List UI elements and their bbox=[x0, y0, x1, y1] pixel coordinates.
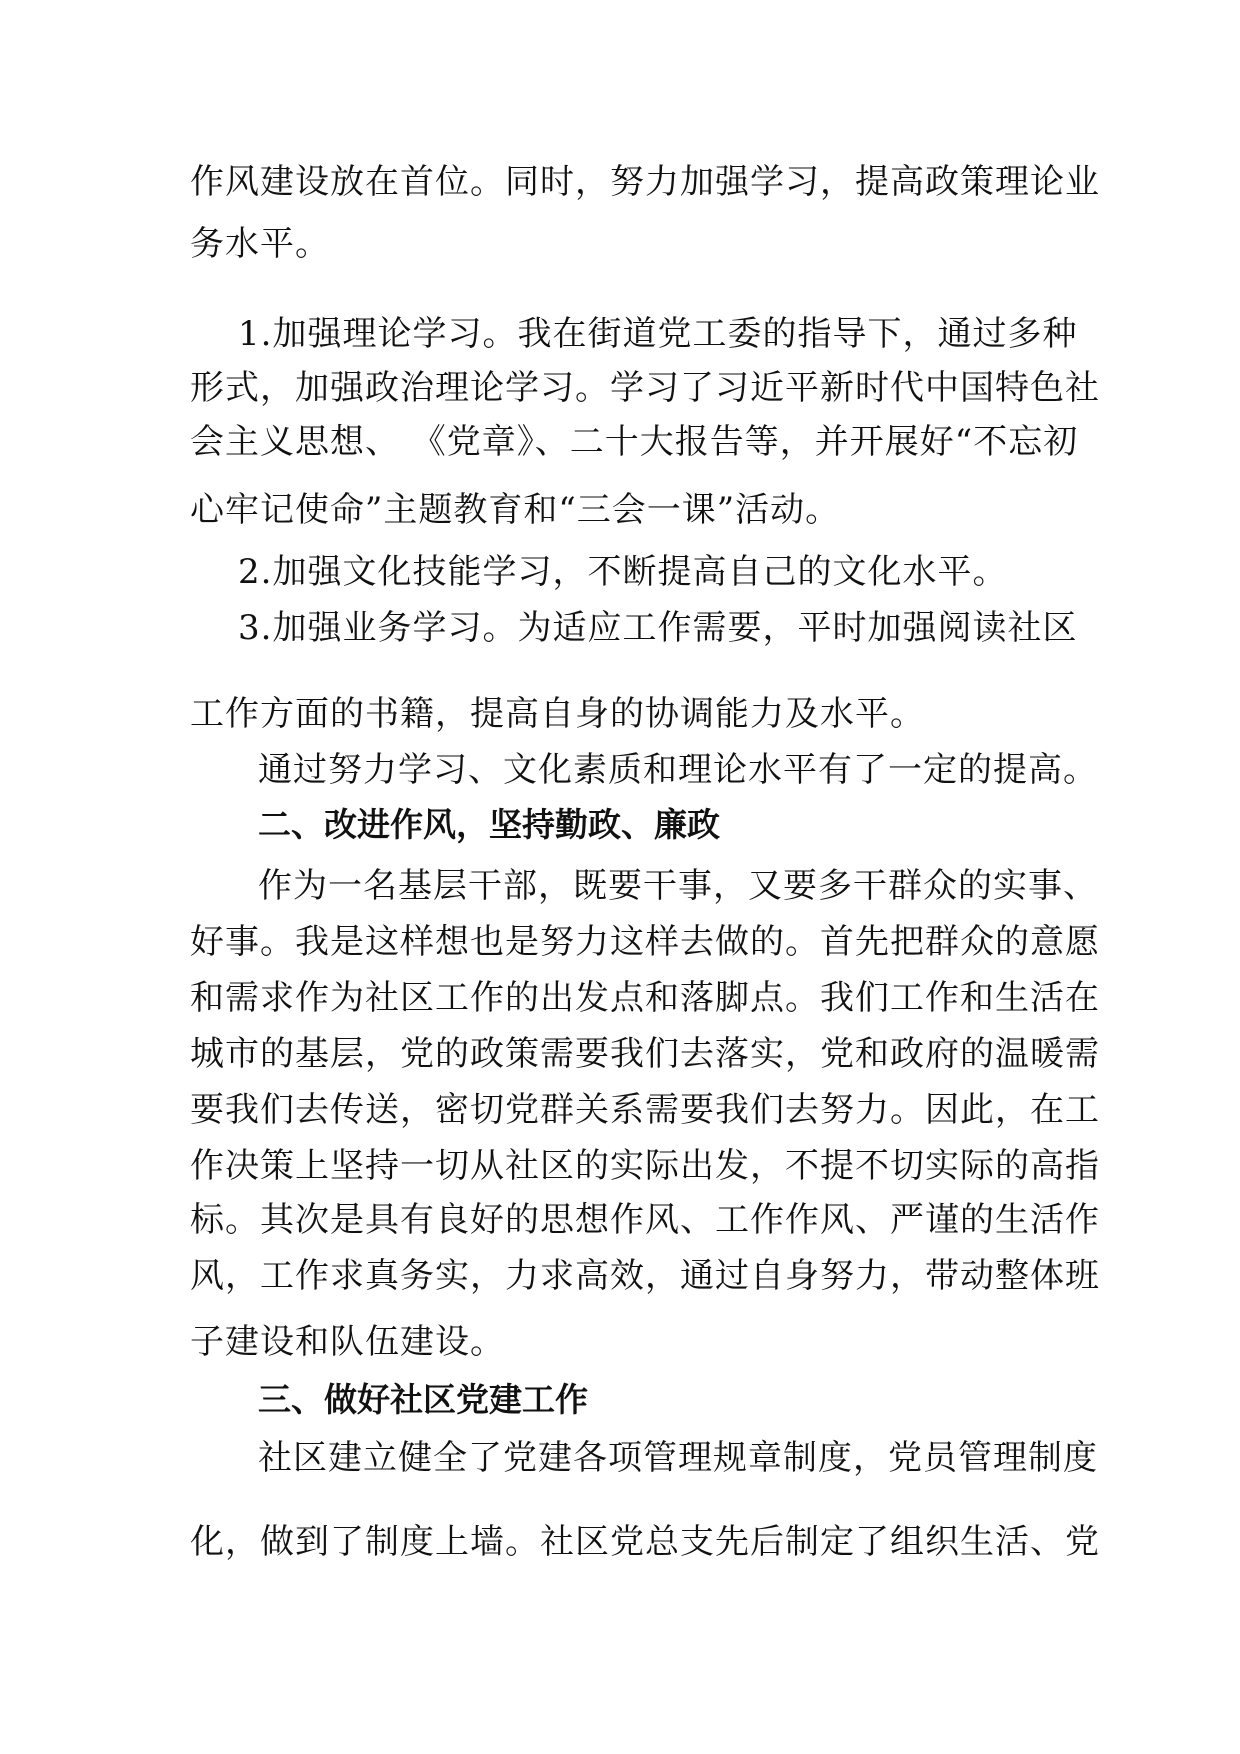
list-item-line: 1.加强理论学习。我在街道党工委的指导下，通过多种 bbox=[238, 314, 1078, 354]
paragraph-line: 标。其次是具有良好的思想作风、工作作风、严谨的生活作 bbox=[190, 1200, 1100, 1240]
section-heading: 三、做好社区党建工作 bbox=[258, 1380, 588, 1419]
paragraph-line: 会主义思想、 《党章》、二十大报告等，并开展好“不忘初 bbox=[190, 422, 1079, 462]
paragraph-line: 心牢记使命”主题教育和“三会一课”活动。 bbox=[190, 490, 841, 530]
paragraph-line: 城市的基层，党的政策需要我们去落实，党和政府的温暖需 bbox=[190, 1034, 1100, 1074]
paragraph-line: 通过努力学习、文化素质和理论水平有了一定的提高。 bbox=[258, 750, 1098, 790]
paragraph-line: 和需求作为社区工作的出发点和落脚点。我们工作和生活在 bbox=[190, 978, 1100, 1018]
list-item-line: 3.加强业务学习。为适应工作需要，平时加强阅读社区 bbox=[238, 608, 1078, 648]
list-item-line: 2.加强文化技能学习，不断提高自己的文化水平。 bbox=[238, 552, 1008, 592]
paragraph-line: 子建设和队伍建设。 bbox=[190, 1322, 505, 1362]
paragraph-line: 要我们去传送，密切党群关系需要我们去努力。因此，在工 bbox=[190, 1090, 1100, 1130]
paragraph-line: 作为一名基层干部，既要干事，又要多干群众的实事、 bbox=[258, 866, 1098, 906]
paragraph-line: 社区建立健全了党建各项管理规章制度，党员管理制度 bbox=[258, 1438, 1098, 1478]
paragraph-line: 作决策上坚持一切从社区的实际出发，不提不切实际的高指 bbox=[190, 1146, 1100, 1186]
paragraph-line: 工作方面的书籍，提高自身的协调能力及水平。 bbox=[190, 694, 925, 734]
section-heading: 二、改进作风，坚持勤政、廉政 bbox=[258, 805, 720, 844]
paragraph-line: 风，工作求真务实，力求高效，通过自身努力，带动整体班 bbox=[190, 1256, 1100, 1296]
paragraph-line: 好事。我是这样想也是努力这样去做的。首先把群众的意愿 bbox=[190, 922, 1100, 962]
paragraph-line: 形式，加强政治理论学习。学习了习近平新时代中国特色社 bbox=[190, 368, 1100, 408]
paragraph-line: 作风建设放在首位。同时，努力加强学习，提高政策理论业 bbox=[190, 162, 1100, 202]
paragraph-line: 化，做到了制度上墙。社区党总支先后制定了组织生活、党 bbox=[190, 1522, 1100, 1562]
paragraph-line: 务水平。 bbox=[190, 224, 330, 264]
